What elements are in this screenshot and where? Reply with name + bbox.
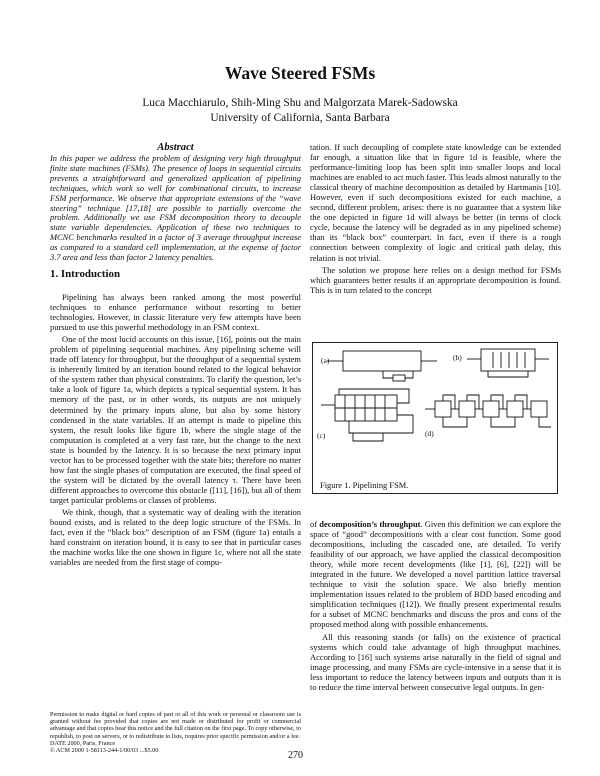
- diagram-b: [467, 349, 549, 377]
- author-list: Luca Macchiarulo, Shih-Ming Shu and Malgorzata Marek-Sadowska: [142, 97, 458, 109]
- diagram-d: [425, 395, 551, 427]
- abstract-body: In this paper we address the problem of designing very high throughput finite state machines (FSMs). The presence of loops in sequential circuits prevents a straightforward and generalized application of pipelining techniques, which work so well for combinational circuits, to increase FSM performance. We observe that appropriate extensions of the “wave steering” technique [17,18] are possible to partially overcome the problem. Additionally we use FSM decomposition theory to decouple state variable dependencies. Application of these two techniques to MCNC benchmarks resulted in a factor of 3 average throughput increase as compared to a standard cell implementation, at the expense of factor 3.7 area and less than factor 2 latency penalties.: [50, 153, 301, 263]
- right-column-top-body: [310, 142, 561, 295]
- diagram-a: [327, 351, 437, 381]
- paragraph: tation. If such decoupling of complete state knowledge can be extended far enough, a situation like that in figure 1d is feasible, where the performance-limiting loop has been split into smaller loops and local machines are enabled to act much faster. This leads almost naturally to the classical theory of machine decomposition as detailed by Hartmanis [10]. However, even if such decompositions existed for each machine, a second, different problem, arises: there is no guarantee that a system like the one depicted in figure 1d will always be better (in terms of clock cycle, because the latency will be degraded as in any pipelined scheme) than its “black box” counterpart. In fact, even if there is a rough connection between complexity of logic and critical path delay, this relation is not trivial.: [310, 142, 561, 263]
- paragraph: All this reasoning stands (or falls) on the existence of practical systems which could take advantage of high throughput machines. According to [16] such systems arise naturally in the field of signal and image processing, and many FSMs are cycle-intensive in a sense that it is less important to reduce the latency between inputs and outputs than it is to reduce the time interval between consecutive legal outputs. In gen-: [310, 631, 561, 692]
- bold-term: decomposition’s throughput: [319, 519, 421, 529]
- figure-label-c: (c): [317, 431, 326, 440]
- permission-notice: Permission to make digital or hard copies of part or all of this work or personal or classroom use is granted without fee provided that copies are not made or distributed for profit or commercial advantage and that copies bear this notice and the full citation on the first page. To copy otherwise, to republish, to post on servers, or to redistribute to lists, requires prior specific permission and/or a fee.: [50, 711, 302, 740]
- paragraph: We think, though, that a systematic way of dealing with the iteration bound exists, and is related to the deep logic structure of the FSMs. In fact, even if the “black box” description of an FSM (figure 1a) entails a hard constraint on iteration bound, it is easy to see that in particular cases the machine works like the one shown in figure 1c, where not all the state variables are needed from the first stage of compu-: [50, 506, 301, 568]
- paragraph: One of the most lucid accounts on this issue, [16], points out the main problem of pipelining sequential machines. Any pipelining scheme will trade off latency for throughput, but the throughput of a sequential system is inherently limited by an iteration bound related to the logical behavior of the system rather than physical constraints. To clarify the question, let’s take a look of figure 1a, which depicts a typical sequential system. It has memory of the past, or in other words, its outputs are not uniquely determined by the primary inputs alone, but also by some history condensed in the state variables. If an attempt is made to pipeline this system, the result looks like figure 1b, where the single stage of the computation is completed at a very fast rate, but the change to the next state is bounded by the latency. It is so because the next primary input vector has to be processed together with the state bits; therefore no matter how fast the single phases of computation are executed, the final speed of the system will be dictated by the overall latency τ. There have been different approaches to overcome this obstacle ([11], [16]), but all of them target particular problems or classes of problems.: [50, 334, 301, 505]
- abstract-heading: Abstract: [157, 142, 194, 153]
- section-heading-introduction: 1. Introduction: [50, 268, 120, 280]
- paragraph: Pipelining has always been ranked among the most powerful techniques to enhance performance without resorting to better technologies. However, in classic literature very few attempts have been pursued to use this powerful methodology in an FSM context.: [50, 292, 301, 333]
- figure-caption: Figure 1. Pipelining FSM.: [320, 480, 409, 490]
- paper-title: Wave Steered FSMs: [224, 63, 376, 83]
- figure-label-b: (b): [453, 353, 462, 362]
- venue: DATE 2000, Paris, France: [50, 739, 116, 747]
- diagram-c: [321, 389, 413, 441]
- paragraph: The solution we propose here relies on a design method for FSMs which guarantees better results if an appropriate decomposition is found. This is in turn related to the concept: [310, 264, 561, 295]
- copyright-footnote: [50, 711, 301, 754]
- pipelining-diagram: [313, 343, 557, 478]
- figure-1: [312, 342, 558, 494]
- paragraph: [310, 519, 561, 630]
- left-column-body: [50, 292, 301, 567]
- page-number: 270: [288, 750, 303, 761]
- affiliation: University of California, Santa Barbara: [210, 112, 390, 124]
- right-column-bottom-body: [310, 519, 561, 692]
- figure-label-a: (a): [321, 356, 330, 365]
- paragraph-lead: of: [310, 519, 320, 529]
- paragraph-rest: . Given this definition we can explore the space of “good” decompositions with a clear cost function. Some good decompositions, including the cascaded one, are detailed. To verify feasibility of our approach, we have applied the classical decomposition theory, while more recent developments (like [1], [6], [22]) will be integrated in the future. We developed a novel partition lattice traversal technique to visit the solution space. We also briefly mention implementation issues related to the problem of BDD based encoding and simplification techniques ([12]). We finally present experimental results for a subset of MCNC benchmarks and discuss the pros and cons of the proposed method along with possible enhancements.: [310, 519, 561, 630]
- figure-label-d: (d): [425, 429, 434, 438]
- copyright-line: © ACM 2000 1-58113-244-1/00/03 ...$5.00: [50, 747, 159, 755]
